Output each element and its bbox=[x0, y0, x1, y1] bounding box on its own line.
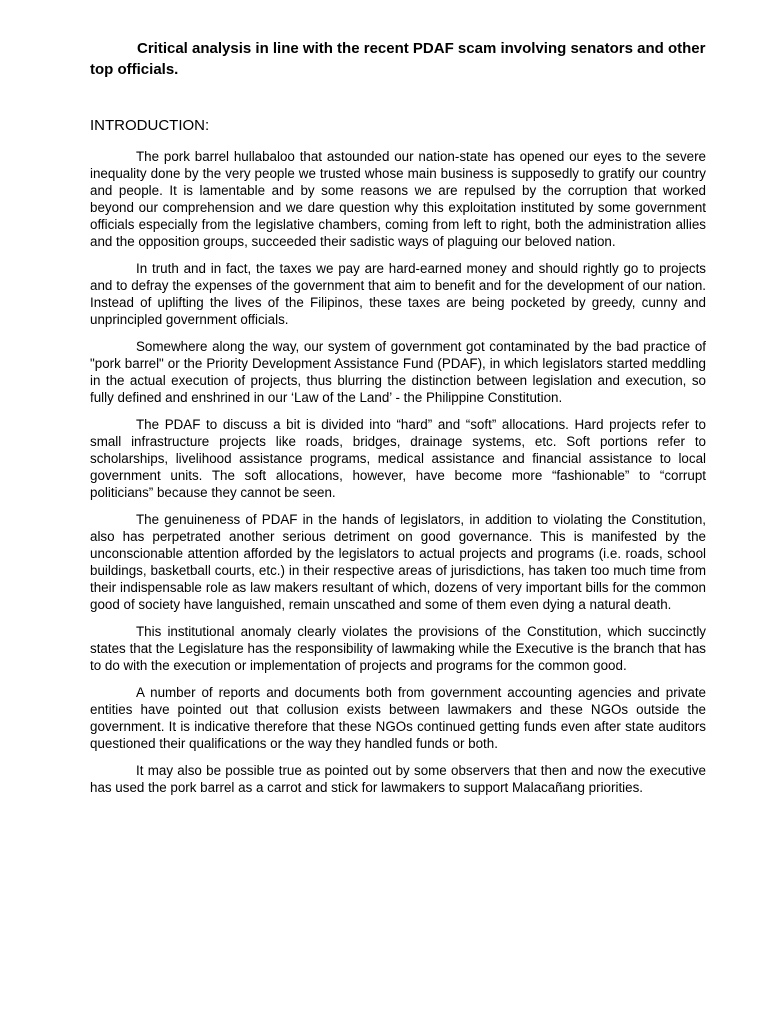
paragraph-8: It may also be possible true as pointed out by some observers that then and now the executive has used the pork barrel as a carrot and stick for lawmakers to support Malacañang priorities. bbox=[90, 763, 706, 795]
paragraph-4: The PDAF to discuss a bit is divided into “hard” and “soft” allocations. Hard projects refer to small infrastructure projects like roads, bridges, drainage systems, etc. Soft portions refer to scholarships, livelihood assistance programs, medical assistance and financial assistance to local government units. The soft allocations, however, have become more “fashionable” to “corrupt politicians” because they cannot be seen. bbox=[90, 417, 706, 500]
paragraph-5: The genuineness of PDAF in the hands of legislators, in addition to violating the Constitution, also has perpetrated another serious detriment on good governance. This is manifested by the unconscionable attention afforded by the legislators to actual projects and programs (i.e. roads, school buildings, basketball courts, etc.) in their respective areas of jurisdictions, has taken too much time from their indispensable role as law makers resultant of which, dozens of very important bills for the common good of society have languished, remain unscathed and some of them even dying a natural death. bbox=[90, 512, 706, 612]
paragraph-2: In truth and in fact, the taxes we pay are hard-earned money and should rightly go to projects and to defray the expenses of the government that aim to benefit and for the development of our nation. Instead of uplifting the lives of the Filipinos, these taxes are being pocketed by greedy, cunny and unprincipled government officials. bbox=[90, 261, 706, 327]
section-heading-introduction: INTRODUCTION: bbox=[90, 117, 210, 134]
paragraph-3: Somewhere along the way, our system of government got contaminated by the bad practice of "pork barrel" or the Priority Development Assistance Fund (PDAF), in which legislators started meddling in the actual execution of projects, thus blurring the distinction between legislation and execution, so fully defined and enshrined in our ‘Law of the Land’ - the Philippine Constitution. bbox=[90, 339, 706, 405]
paragraph-6: This institutional anomaly clearly violates the provisions of the Constitution, which succinctly states that the Legislature has the responsibility of lawmaking while the Executive is the branch that has to do with the execution or implementation of projects and programs for the common good. bbox=[90, 624, 706, 673]
document-title: Critical analysis in line with the recent PDAF scam involving senators and other top officials. bbox=[90, 40, 706, 78]
paragraph-1: The pork barrel hullabaloo that astounded our nation-state has opened our eyes to the severe inequality done by the very people we trusted whose main business is supposedly to gratify our country and people. It is lamentable and by some reasons we are repulsed by the corruption that worked beyond our comprehension and we dare question why this exploitation instituted by some government officials especially from the legislative chambers, coming from left to right, both the administration allies and the opposition groups, succeeded their sadistic ways of plaguing our beloved nation. bbox=[90, 149, 706, 249]
paragraph-7: A number of reports and documents both from government accounting agencies and private entities have pointed out that collusion exists between lawmakers and these NGOs outside the government. It is indicative therefore that these NGOs continued getting funds even after state auditors questioned their qualifications or the way they handled funds or both. bbox=[90, 685, 706, 751]
